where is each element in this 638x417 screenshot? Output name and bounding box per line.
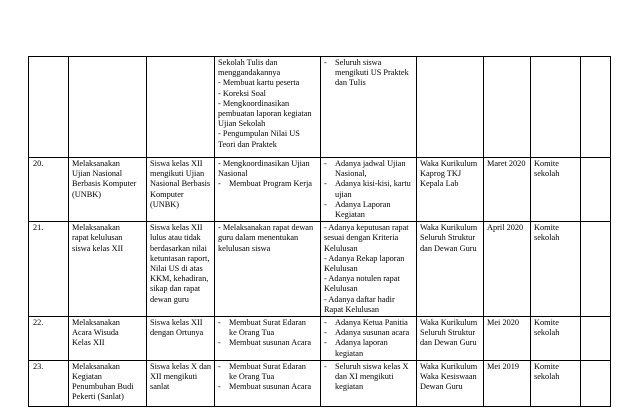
- indicator-cell: [321, 317, 417, 361]
- strategy-cell: [215, 57, 321, 158]
- target-line: dewan guru: [150, 294, 189, 304]
- activity-line: Penumbuhan Budi: [72, 382, 134, 392]
- strategy-line: pembuatan laporan kegiatan: [218, 109, 312, 119]
- extra-cell: [581, 360, 611, 406]
- strategy-line: Ujian Sekolah: [218, 119, 266, 129]
- indicator-item: - Seluruh siswa: [324, 58, 413, 68]
- indicator-item: - Adanya kisi-kisi, kartu: [324, 179, 413, 189]
- target-cell: [147, 360, 215, 406]
- indicator-item: - Adanya Laporan: [324, 200, 413, 210]
- indicator-line: Rapat Kelulusan: [324, 304, 380, 314]
- activity-line: Melaksanakan: [72, 318, 120, 328]
- activity-cell: [69, 158, 147, 222]
- activity-line: rapat kelulusan: [72, 233, 123, 243]
- indicator-item: - Adanya Ketua Panitia: [324, 318, 413, 328]
- extra-cell: [581, 158, 611, 222]
- strategy-item: - Membuat Surat Edaran: [218, 318, 317, 328]
- table-row: [29, 222, 611, 317]
- strategy-item: - Membuat susunan Acara: [218, 382, 317, 392]
- reported-line: sekolah: [534, 169, 560, 179]
- table-row: [29, 360, 611, 406]
- extra-cell: [581, 57, 611, 158]
- activity-cell: [69, 317, 147, 361]
- reported-line: Komite: [534, 361, 559, 371]
- indicator-item: Kegiatan: [335, 210, 365, 220]
- strategy-item: - Membuat Program Kerja: [218, 179, 317, 189]
- target-line: ketuntasan raport,: [150, 253, 210, 263]
- target-line: sikap dan rapat: [150, 284, 201, 294]
- strategy-line: Teori dan Praktek: [218, 139, 277, 149]
- pic-line: dan Dewan Guru: [420, 338, 477, 348]
- target-line: Siswa kelas XII: [150, 223, 203, 233]
- indicator-line: - Adanya Rekap laporan: [324, 253, 405, 263]
- strategy-line: - Koreksi Soal: [218, 88, 266, 98]
- indicator-cell: [321, 158, 417, 222]
- pic-line: Waka Kurikulum: [420, 361, 478, 371]
- target-line: Nilai US di atas: [150, 264, 203, 274]
- reported-cell: [531, 317, 581, 361]
- pic-cell: [417, 158, 484, 222]
- indicator-line: Kelulusan: [324, 264, 358, 274]
- strategy-line: - Mengkoordinasikan Ujian: [218, 159, 310, 168]
- strategy-item: ke Orang Tua: [229, 372, 275, 382]
- time-cell: [484, 360, 531, 406]
- activity-line: Ujian Nasional: [72, 169, 123, 179]
- pic-line: Waka Kurikulum: [420, 159, 478, 168]
- activity-line: Melaksanakan: [72, 361, 120, 371]
- indicator-line: - Adanya daftar hadir: [324, 294, 395, 304]
- pic-line: Waka Kesiswaan: [420, 372, 477, 382]
- row-number-cell: [29, 222, 69, 317]
- indicator-item: mengikuti US Praktek: [335, 68, 409, 78]
- target-line: Komputer: [150, 189, 184, 199]
- target-line: Siswa kelas XII: [150, 318, 203, 328]
- reported-line: Komite: [534, 318, 559, 328]
- activity-line: (UNBK): [72, 189, 102, 199]
- activity-line: Melaksanakan: [72, 159, 120, 168]
- indicator-item: dan XI mengikuti: [335, 372, 394, 382]
- strategy-line: - Melaksanakan rapat dewan: [218, 223, 314, 233]
- pic-cell: [417, 317, 484, 361]
- target-line: berdasarkan nilai: [150, 243, 207, 253]
- pic-cell: [417, 222, 484, 317]
- target-line: Siswa kelas XII: [150, 159, 203, 168]
- target-line: XII mengikuti: [150, 372, 198, 382]
- program-table: [28, 56, 611, 407]
- reported-cell: [531, 57, 581, 158]
- pic-line: Waka Kurikulum: [420, 318, 478, 328]
- activity-line: siswa kelas XII: [72, 243, 124, 253]
- activity-line: Berbasis Komputer: [72, 179, 137, 189]
- row-number-cell: [29, 317, 69, 361]
- reported-line: sekolah: [534, 372, 560, 382]
- target-line: lulus atau tidak: [150, 233, 201, 243]
- activity-line: Kelas XII: [72, 338, 105, 348]
- target-line: sanlat: [150, 382, 170, 392]
- time-cell: [484, 222, 531, 317]
- indicator-item: - Seluruh siswa kelas X: [324, 362, 413, 372]
- target-cell: [147, 158, 215, 222]
- reported-line: Komite: [534, 223, 559, 233]
- target-cell: [147, 222, 215, 317]
- indicator-item: - Adanya jadwal Ujian: [324, 159, 413, 169]
- strategy-line: kelulusan siswa: [218, 243, 271, 253]
- pic-line: Seluruh Struktur: [420, 233, 476, 243]
- table-row: [29, 317, 611, 361]
- extra-cell: [581, 222, 611, 317]
- table-row: [29, 158, 611, 222]
- row-number-cell: [29, 158, 69, 222]
- row-number: 21.: [33, 223, 44, 233]
- strategy-item: - Membuat susunan Acara: [218, 338, 317, 348]
- reported-cell: [531, 360, 581, 406]
- time-value: Maret 2020: [487, 159, 526, 168]
- table-row: [29, 57, 611, 158]
- time-cell: [484, 57, 531, 158]
- pic-line: Dewan Guru: [420, 382, 463, 392]
- activity-line: Pekerti (Sanlat): [72, 392, 124, 402]
- pic-cell: [417, 57, 484, 158]
- time-value: Mei 2019: [487, 361, 520, 371]
- pic-line: dan Dewan Guru: [420, 243, 477, 253]
- pic-line: Kepala Lab: [420, 179, 459, 189]
- reported-line: Komite: [534, 159, 559, 168]
- indicator-item: - Adanya laporan: [324, 338, 413, 348]
- target-line: KKM, kehadiran,: [150, 274, 209, 284]
- activity-cell: [69, 360, 147, 406]
- reported-line: sekolah: [534, 328, 560, 338]
- row-number-cell: [29, 360, 69, 406]
- target-line: Nasional Berbasis: [150, 179, 211, 189]
- target-line: (UNBK): [150, 199, 180, 209]
- indicator-line: sesuai dengan Kriteria: [324, 233, 399, 243]
- row-number: 22.: [33, 318, 44, 328]
- indicator-item: ujian: [335, 189, 352, 199]
- strategy-line: Nasional: [218, 169, 248, 179]
- target-line: Siswa kelas X dan: [150, 361, 212, 371]
- indicator-item: kegiatan: [335, 382, 364, 392]
- target-line: dengan Ortunya: [150, 328, 204, 338]
- indicator-item: kegiatan: [335, 348, 364, 358]
- time-value: April 2020: [487, 223, 524, 233]
- time-cell: [484, 158, 531, 222]
- indicator-line: - Adanya keputusan rapat: [324, 223, 409, 233]
- activity-cell: [69, 222, 147, 317]
- time-cell: [484, 317, 531, 361]
- strategy-cell: [215, 158, 321, 222]
- indicator-cell: [321, 360, 417, 406]
- activity-line: Acara Wisuda: [72, 328, 119, 338]
- strategy-line: menggandakannya: [218, 68, 281, 78]
- strategy-line: - Membuat kartu peserta: [218, 78, 300, 88]
- row-number: 20.: [33, 159, 44, 168]
- time-value: Mei 2020: [487, 318, 520, 328]
- target-cell: [147, 317, 215, 361]
- target-line: mengikuti Ujian: [150, 169, 205, 179]
- reported-cell: [531, 222, 581, 317]
- indicator-line: Kelulusan: [324, 284, 358, 294]
- reported-line: sekolah: [534, 233, 560, 243]
- indicator-item: Nasional,: [335, 169, 367, 179]
- activity-cell: [69, 57, 147, 158]
- row-number: 23.: [33, 361, 44, 371]
- strategy-cell: [215, 360, 321, 406]
- indicator-item: - Adanya susunan acara: [324, 328, 413, 338]
- pic-cell: [417, 360, 484, 406]
- reported-cell: [531, 158, 581, 222]
- indicator-line: - Adanya notulen rapat: [324, 274, 400, 284]
- strategy-item: ke Orang Tua: [229, 328, 275, 338]
- pic-line: Waka Kurikulum: [420, 223, 478, 233]
- strategy-line: guru dalam menentukan: [218, 233, 299, 243]
- strategy-cell: [215, 317, 321, 361]
- indicator-cell: [321, 222, 417, 317]
- indicator-item: dan Tulis: [335, 78, 366, 88]
- row-number-cell: [29, 57, 69, 158]
- strategy-line: Sekolah Tulis dan: [218, 58, 278, 67]
- indicator-line: Kelulusan: [324, 243, 358, 253]
- activity-line: Melaksanakan: [72, 223, 120, 233]
- strategy-item: - Membuat Surat Edaran: [218, 362, 317, 372]
- indicator-cell: [321, 57, 417, 158]
- strategy-line: - Pengumpulan Nilai US: [218, 129, 300, 139]
- pic-line: Kaprog TKJ: [420, 169, 462, 179]
- activity-line: Kegiatan: [72, 372, 102, 382]
- pic-line: Seluruh Struktur: [420, 328, 476, 338]
- strategy-cell: [215, 222, 321, 317]
- extra-cell: [581, 317, 611, 361]
- strategy-line: - Mengkoordinasikan: [218, 98, 290, 108]
- target-cell: [147, 57, 215, 158]
